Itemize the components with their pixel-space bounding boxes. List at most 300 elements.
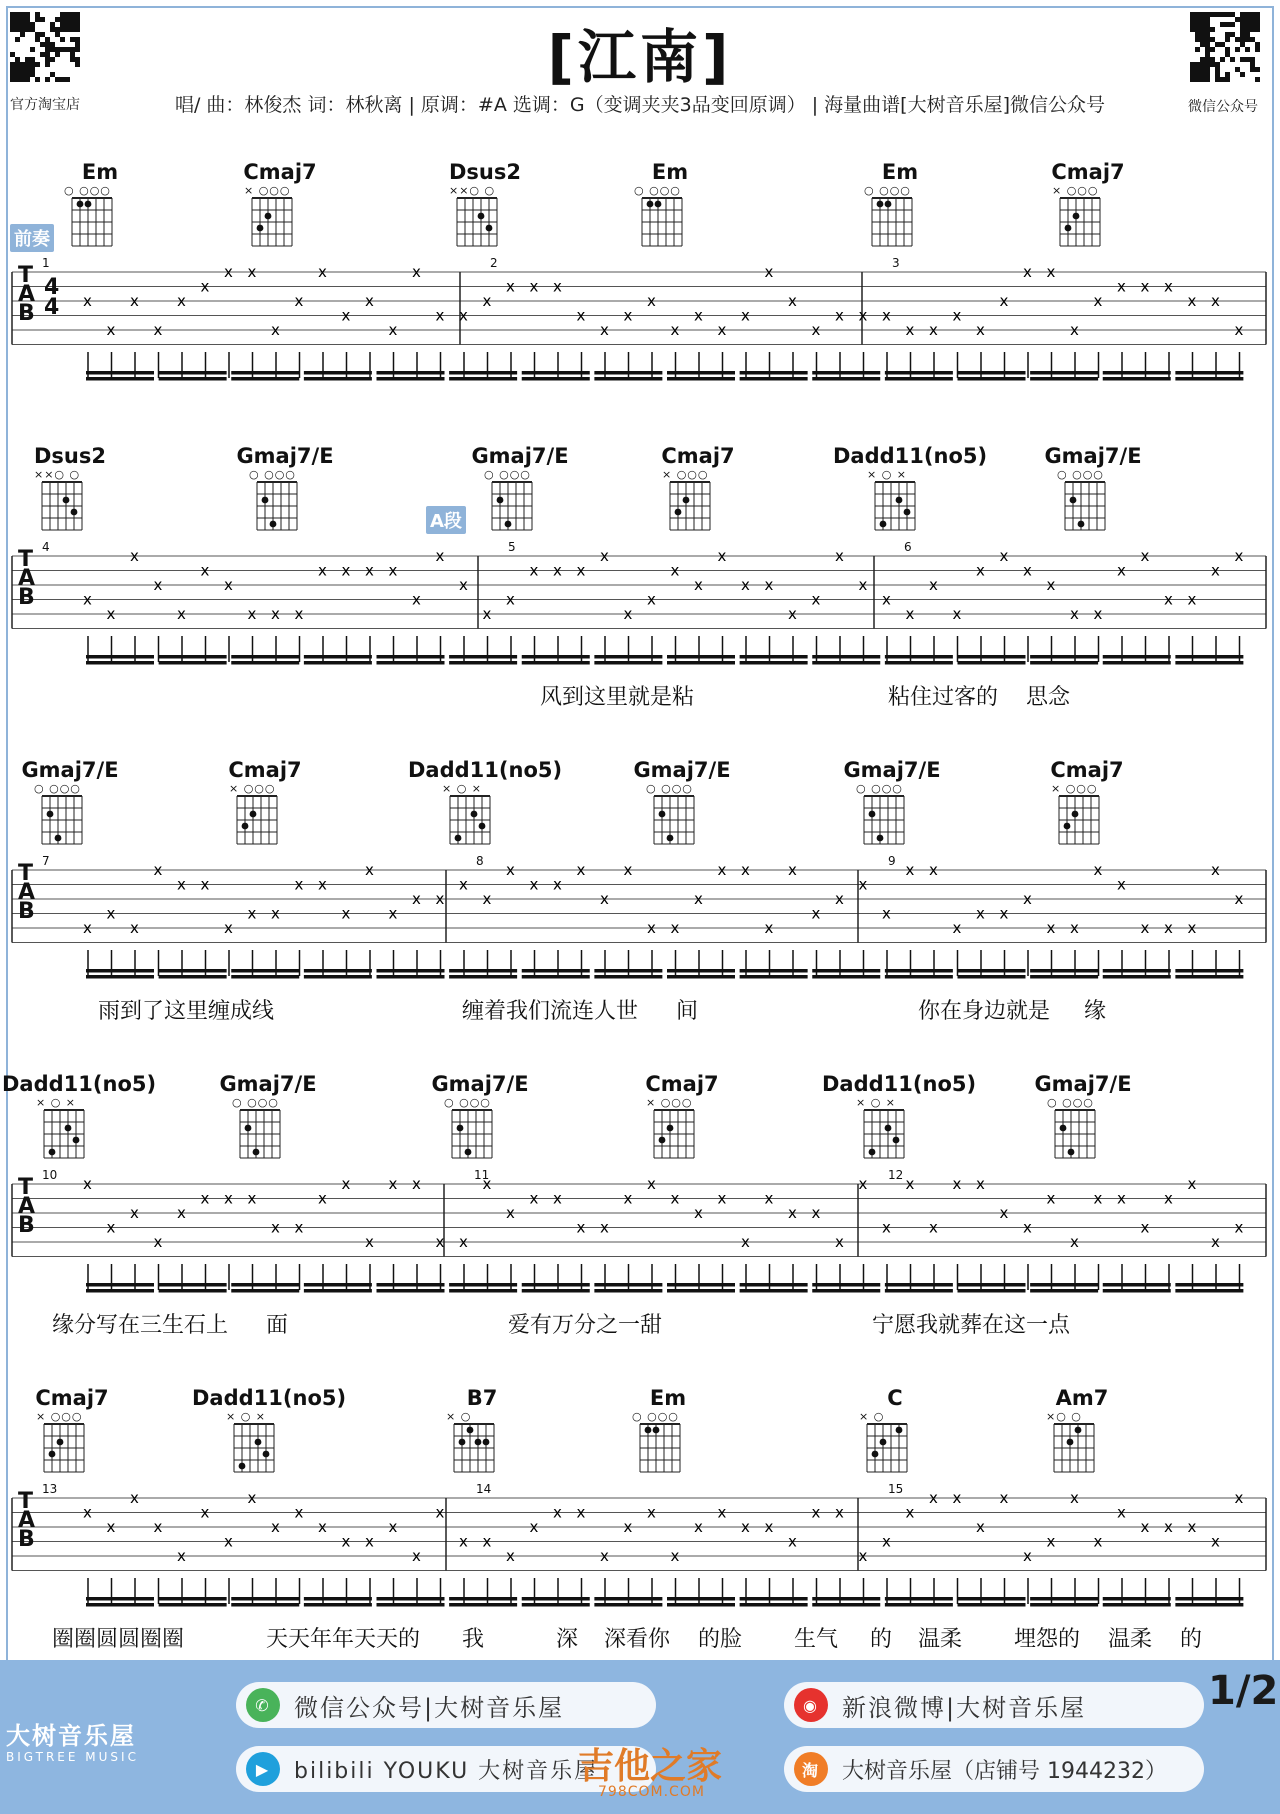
tab-note: x bbox=[1070, 1489, 1079, 1507]
qr-left-label: 官方淘宝店 bbox=[10, 97, 80, 113]
tab-note: x bbox=[341, 904, 351, 923]
tab-note: x bbox=[341, 561, 351, 580]
tab-clef bbox=[18, 1175, 36, 1238]
tab-note: x bbox=[1070, 605, 1079, 623]
beam bbox=[1103, 1603, 1171, 1607]
tab-note: x bbox=[717, 321, 727, 339]
time-sig-bottom: 4 bbox=[44, 295, 60, 320]
chord-name: Gmaj7/E bbox=[1034, 1072, 1132, 1096]
chord-name: C bbox=[887, 1386, 903, 1410]
finger-dot bbox=[675, 509, 682, 516]
lyric-line: 温柔 bbox=[918, 1627, 963, 1652]
tab-note: x bbox=[929, 1489, 938, 1507]
finger-dot bbox=[467, 1427, 474, 1434]
finger-dot bbox=[77, 201, 84, 208]
tab-note: x bbox=[1023, 1218, 1032, 1237]
beam bbox=[1030, 975, 1098, 979]
beam bbox=[522, 969, 590, 973]
finger-dot bbox=[263, 1451, 270, 1458]
tab-note: x bbox=[1140, 919, 1150, 937]
chord-name: Cmaj7 bbox=[645, 1072, 719, 1096]
tab-note: x bbox=[999, 1204, 1009, 1222]
tab-note: x bbox=[647, 292, 656, 310]
tab-note: x bbox=[365, 292, 374, 310]
tab-note: x bbox=[341, 1532, 351, 1551]
finger-dot bbox=[885, 1125, 892, 1132]
chord-name: Dsus2 bbox=[449, 160, 521, 184]
chord-name: Gmaj7/E bbox=[21, 758, 119, 782]
lyric-line: 圈圈圆圆圈圈 bbox=[52, 1627, 185, 1652]
tab-note: x bbox=[976, 1518, 985, 1536]
beam bbox=[1030, 969, 1098, 973]
tab-note: x bbox=[647, 919, 656, 937]
tab-note: x bbox=[153, 1518, 163, 1536]
finger-dot bbox=[505, 521, 512, 528]
beam bbox=[449, 377, 517, 381]
beam bbox=[1175, 377, 1243, 381]
lyric-line: 温柔 bbox=[1108, 1627, 1153, 1652]
finger-dot bbox=[1065, 225, 1072, 232]
string-marks: ×○ ○ bbox=[1046, 1410, 1082, 1423]
tab-note: x bbox=[177, 1547, 186, 1565]
fretboard-grid bbox=[1052, 1422, 1098, 1474]
beam bbox=[304, 371, 372, 375]
tab-note: x bbox=[929, 576, 938, 594]
tab-note: x bbox=[1211, 292, 1220, 310]
tab-note: x bbox=[1093, 861, 1103, 879]
finger-dot bbox=[63, 497, 70, 504]
tab-note: x bbox=[717, 547, 727, 565]
beam bbox=[1030, 1289, 1098, 1293]
tab-note: x bbox=[858, 875, 868, 894]
beam bbox=[958, 661, 1026, 665]
tab-letter: A bbox=[18, 282, 36, 307]
tab-note: x bbox=[341, 306, 351, 325]
tab-note: x bbox=[247, 904, 257, 923]
tab-note: x bbox=[271, 1218, 280, 1237]
beam bbox=[885, 661, 953, 665]
tab-note: x bbox=[976, 1175, 985, 1193]
finger-dot bbox=[880, 1439, 887, 1446]
finger-dot bbox=[896, 497, 903, 504]
tab-note: x bbox=[835, 890, 844, 908]
lyric-line: 思念 bbox=[1026, 685, 1071, 710]
beam bbox=[885, 371, 953, 375]
beam bbox=[86, 969, 154, 973]
tab-letter: T bbox=[18, 1175, 34, 1200]
tab-note: x bbox=[318, 263, 327, 281]
finger-dot bbox=[655, 201, 662, 208]
tab-note: x bbox=[177, 292, 186, 310]
wechat-icon: ✆ bbox=[246, 1688, 280, 1722]
finger-dot bbox=[71, 509, 78, 516]
beam bbox=[1030, 655, 1098, 659]
tab-note: x bbox=[200, 561, 210, 580]
beam bbox=[1175, 655, 1243, 659]
beam bbox=[522, 655, 590, 659]
beam bbox=[812, 1289, 880, 1293]
beam bbox=[958, 969, 1026, 973]
tab-note: x bbox=[130, 292, 139, 310]
string-marks: × ○ bbox=[446, 1410, 472, 1423]
beam bbox=[812, 1283, 880, 1287]
fretboard-grid bbox=[490, 480, 536, 532]
tab-note: x bbox=[435, 306, 445, 325]
string-marks: ○ ○○○ bbox=[646, 782, 693, 795]
string-marks: × ○ × bbox=[36, 1096, 77, 1109]
finger-dot bbox=[1073, 213, 1080, 220]
tab-note: x bbox=[224, 919, 233, 937]
fretboard-grid bbox=[865, 1422, 911, 1474]
taobao-pill[interactable] bbox=[784, 1746, 1204, 1792]
lyric-line: 的 bbox=[870, 1627, 893, 1652]
tab-note: x bbox=[952, 1175, 962, 1193]
fretboard-grid bbox=[232, 1422, 278, 1474]
tab-note: x bbox=[271, 321, 280, 339]
beam bbox=[958, 655, 1026, 659]
tab-note: x bbox=[1117, 561, 1126, 580]
string-marks: × ○ × bbox=[867, 468, 908, 481]
tab-note: x bbox=[529, 1189, 539, 1208]
finger-dot bbox=[478, 213, 485, 220]
measure-number: 8 bbox=[476, 854, 484, 868]
tab-note: x bbox=[153, 861, 163, 879]
tab-note: x bbox=[529, 561, 539, 580]
tab-note: x bbox=[506, 590, 515, 609]
fretboard-grid bbox=[1063, 480, 1109, 532]
beam bbox=[812, 661, 880, 665]
beam bbox=[1030, 661, 1098, 665]
beam bbox=[1103, 969, 1171, 973]
beam bbox=[449, 661, 517, 665]
tab-note: x bbox=[1187, 1518, 1197, 1536]
tab-note: x bbox=[412, 1547, 421, 1565]
tab-letter: T bbox=[18, 263, 34, 288]
string-marks: ○ ○○○ bbox=[64, 184, 111, 197]
tab-note: x bbox=[999, 904, 1009, 923]
tab-note: x bbox=[835, 1503, 844, 1522]
chord-name: Em bbox=[649, 1386, 687, 1410]
tab-letter: A bbox=[18, 1508, 36, 1533]
tab-note: x bbox=[882, 306, 891, 325]
tab-note: x bbox=[788, 1532, 797, 1551]
tab-note: x bbox=[200, 1189, 210, 1208]
tab-note: x bbox=[130, 547, 139, 565]
lyric-line: 间 bbox=[676, 999, 699, 1024]
fretboard-grid bbox=[255, 480, 301, 532]
song-meta: 唱/ 曲：林俊杰 词：林秋离 | 原调：#A 选调：G（变调夹夹3品变回原调） | 海量曲谱[大树音乐屋]微信公众号 bbox=[174, 94, 1106, 116]
section-label-a: A段 bbox=[426, 506, 466, 534]
chord-name: Dadd11(no5) bbox=[408, 758, 563, 782]
tab-note: x bbox=[1070, 1233, 1079, 1251]
tab-note: x bbox=[482, 1175, 492, 1193]
beam bbox=[812, 1603, 880, 1607]
beam bbox=[449, 1603, 517, 1607]
finger-dot bbox=[872, 1451, 879, 1458]
finger-dot bbox=[880, 521, 887, 528]
fretboard-grid bbox=[238, 1108, 284, 1160]
tab-note: x bbox=[294, 1503, 304, 1522]
chord-name: Cmaj7 bbox=[228, 758, 302, 782]
beam bbox=[86, 377, 154, 381]
fretboard-grid bbox=[652, 1108, 698, 1160]
tab-note: x bbox=[294, 1218, 304, 1237]
fretboard-grid bbox=[638, 1422, 684, 1474]
beam bbox=[958, 371, 1026, 375]
tab-note: x bbox=[600, 1218, 609, 1237]
tab-letter: A bbox=[18, 1194, 36, 1219]
lyric-line: 面 bbox=[266, 1313, 289, 1338]
finger-dot bbox=[647, 201, 654, 208]
tab-note: x bbox=[764, 576, 774, 594]
string-marks: × ○ × bbox=[442, 782, 483, 795]
chord-name: Gmaj7/E bbox=[471, 444, 569, 468]
chord-name: Cmaj7 bbox=[661, 444, 735, 468]
tab-note: x bbox=[1046, 919, 1056, 937]
tab-note: x bbox=[153, 1233, 163, 1251]
time-signature bbox=[44, 275, 60, 320]
tab-staff bbox=[0, 1172, 1280, 1302]
tab-note: x bbox=[1211, 861, 1220, 879]
tab-note: x bbox=[670, 1189, 680, 1208]
beam bbox=[1103, 1289, 1171, 1293]
fretboard-grid bbox=[40, 794, 86, 846]
chord-name: Gmaj7/E bbox=[236, 444, 334, 468]
finger-dot bbox=[255, 1439, 262, 1446]
tab-note: x bbox=[694, 576, 703, 594]
tab-letter: A bbox=[18, 566, 36, 591]
beam bbox=[812, 655, 880, 659]
beam bbox=[449, 975, 517, 979]
tab-note: x bbox=[647, 1175, 656, 1193]
string-marks: ○ ○○○ bbox=[632, 1410, 679, 1423]
weibo-icon: ◉ bbox=[794, 1688, 828, 1722]
beam bbox=[231, 371, 299, 375]
string-marks: ○ ○○○ bbox=[856, 782, 903, 795]
tab-note: x bbox=[294, 292, 304, 310]
finger-dot bbox=[479, 823, 486, 830]
beam bbox=[812, 969, 880, 973]
beam bbox=[1030, 371, 1098, 375]
wechat-pill[interactable] bbox=[236, 1682, 656, 1728]
fretboard-grid bbox=[448, 794, 494, 846]
beam bbox=[522, 1283, 590, 1287]
tab-note: x bbox=[247, 1489, 257, 1507]
tab-note: x bbox=[341, 1175, 351, 1193]
tab-note: x bbox=[83, 1175, 92, 1193]
beam bbox=[231, 661, 299, 665]
finger-dot bbox=[1070, 497, 1077, 504]
footer-brand-en: BIGTREE MUSIC bbox=[6, 1750, 139, 1764]
finger-dot bbox=[877, 835, 884, 842]
tab-note: x bbox=[882, 1532, 891, 1551]
tab-note: x bbox=[670, 919, 680, 937]
tab-note: x bbox=[905, 1503, 915, 1522]
tab-note: x bbox=[482, 605, 492, 623]
tab-note: x bbox=[1093, 1189, 1103, 1208]
tab-note: x bbox=[1140, 1518, 1150, 1536]
chord-name: Cmaj7 bbox=[243, 160, 317, 184]
beam bbox=[86, 655, 154, 659]
tab-note: x bbox=[976, 904, 985, 923]
finger-dot bbox=[47, 811, 54, 818]
tab-note: x bbox=[835, 306, 844, 325]
beam bbox=[231, 1289, 299, 1293]
string-marks: × ○○○ bbox=[646, 1096, 693, 1109]
tab-note: x bbox=[83, 1503, 92, 1522]
finger-dot bbox=[262, 497, 269, 504]
tab-note: x bbox=[600, 547, 609, 565]
tab-note: x bbox=[482, 890, 492, 908]
beam bbox=[377, 1283, 445, 1287]
tab-note: x bbox=[717, 861, 727, 879]
beam bbox=[1103, 371, 1171, 375]
finger-dot bbox=[55, 835, 62, 842]
tab-letter: T bbox=[18, 547, 34, 572]
beam bbox=[667, 975, 735, 979]
tab-note: x bbox=[1164, 1518, 1173, 1536]
beam bbox=[231, 969, 299, 973]
lyric-line: 你在身边就是 bbox=[918, 999, 1051, 1024]
beam bbox=[667, 377, 735, 381]
chord-name: Am7 bbox=[1055, 1386, 1109, 1410]
tab-note: x bbox=[788, 1204, 797, 1222]
tab-note: x bbox=[106, 904, 116, 923]
beam bbox=[522, 1603, 590, 1607]
tab-note: x bbox=[388, 1518, 398, 1536]
beam bbox=[522, 975, 590, 979]
chord-name: Dadd11(no5) bbox=[192, 1386, 347, 1410]
lyric-line: 风到这里就是粘 bbox=[540, 685, 695, 710]
beam bbox=[377, 661, 445, 665]
tab-note: x bbox=[83, 590, 92, 609]
tab-note: x bbox=[647, 1503, 656, 1522]
tab-note: x bbox=[576, 1218, 586, 1237]
chord-name: Gmaj7/E bbox=[219, 1072, 317, 1096]
beam bbox=[594, 655, 662, 659]
lyric-line: 深看你 bbox=[604, 1627, 671, 1652]
measure-number: 15 bbox=[888, 1482, 904, 1496]
tab-note: x bbox=[1164, 919, 1173, 937]
tab-letter: B bbox=[18, 899, 35, 924]
beam bbox=[1175, 969, 1243, 973]
tab-note: x bbox=[811, 904, 821, 923]
chord-name: Dadd11(no5) bbox=[2, 1072, 157, 1096]
finger-dot bbox=[1078, 521, 1085, 528]
finger-dot bbox=[265, 213, 272, 220]
beam bbox=[1175, 1597, 1243, 1601]
tab-note: x bbox=[1023, 890, 1032, 908]
tab-note: x bbox=[1070, 321, 1079, 339]
tab-note: x bbox=[224, 576, 233, 594]
chord-name: Cmaj7 bbox=[1050, 758, 1124, 782]
tab-note: x bbox=[600, 890, 609, 908]
beam bbox=[231, 1603, 299, 1607]
tab-note: x bbox=[670, 1547, 680, 1565]
chord-name: Gmaj7/E bbox=[431, 1072, 529, 1096]
measure-number: 14 bbox=[476, 1482, 492, 1496]
tab-letter: B bbox=[18, 1527, 35, 1552]
tab-note: x bbox=[388, 561, 398, 580]
measure-number: 2 bbox=[490, 256, 498, 270]
beam bbox=[740, 1283, 808, 1287]
tab-staff bbox=[0, 1486, 1280, 1616]
finger-dot bbox=[270, 521, 277, 528]
beam bbox=[885, 1597, 953, 1601]
tab-note: x bbox=[835, 547, 844, 565]
beam bbox=[667, 969, 735, 973]
finger-dot bbox=[471, 811, 478, 818]
beam bbox=[159, 975, 227, 979]
beam bbox=[958, 975, 1026, 979]
qr-right-label: 微信公众号 bbox=[1188, 99, 1258, 115]
tab-note: x bbox=[976, 561, 985, 580]
measure-number: 7 bbox=[42, 854, 50, 868]
beam bbox=[740, 1603, 808, 1607]
string-marks: ○ ○○○ bbox=[864, 184, 911, 197]
tab-note: x bbox=[858, 1175, 868, 1193]
chord-name: Cmaj7 bbox=[35, 1386, 109, 1410]
lyric-line: 深 bbox=[556, 1627, 579, 1652]
beam bbox=[304, 1597, 372, 1601]
beam bbox=[958, 1283, 1026, 1287]
tab-note: x bbox=[200, 1503, 210, 1522]
tab-note: x bbox=[717, 1189, 727, 1208]
watermark-text: 吉他之家 bbox=[578, 1746, 723, 1787]
tab-clef bbox=[18, 1489, 36, 1552]
tab-note: x bbox=[1046, 1532, 1056, 1551]
finger-dot bbox=[1067, 1439, 1074, 1446]
beam bbox=[1103, 1597, 1171, 1601]
weibo-pill[interactable] bbox=[784, 1682, 1204, 1728]
tab-note: x bbox=[177, 1204, 186, 1222]
tab-note: x bbox=[412, 263, 421, 281]
beam bbox=[1030, 1597, 1098, 1601]
fretboard-grid bbox=[250, 196, 296, 248]
tab-note: x bbox=[1211, 1532, 1220, 1551]
string-marks: ××○ ○ bbox=[34, 468, 81, 481]
tab-letter: T bbox=[18, 861, 34, 886]
beam bbox=[377, 1289, 445, 1293]
beam bbox=[958, 1597, 1026, 1601]
measure-number: 12 bbox=[888, 1168, 904, 1182]
tab-note: x bbox=[106, 1218, 116, 1237]
finger-dot bbox=[1075, 1427, 1082, 1434]
tab-note: x bbox=[976, 321, 985, 339]
tab-note: x bbox=[1187, 1175, 1197, 1193]
measure-number: 3 bbox=[892, 256, 900, 270]
tab-note: x bbox=[106, 1518, 116, 1536]
string-marks: × ○○○ bbox=[229, 782, 276, 795]
tab-note: x bbox=[153, 576, 163, 594]
tab-note: x bbox=[741, 1518, 750, 1536]
tab-note: x bbox=[1117, 1189, 1126, 1208]
finger-dot bbox=[85, 201, 92, 208]
measure-number: 13 bbox=[42, 1482, 58, 1496]
tab-note: x bbox=[741, 861, 750, 879]
beam bbox=[304, 1289, 372, 1293]
measure-number: 5 bbox=[508, 540, 516, 554]
tab-note: x bbox=[553, 561, 562, 580]
beam bbox=[740, 975, 808, 979]
tab-letter: T bbox=[18, 1489, 34, 1514]
tab-note: x bbox=[365, 1233, 374, 1251]
beam bbox=[1175, 1283, 1243, 1287]
finger-dot bbox=[457, 1125, 464, 1132]
finger-dot bbox=[73, 1137, 80, 1144]
tab-note: x bbox=[811, 321, 821, 339]
tab-note: x bbox=[83, 292, 92, 310]
